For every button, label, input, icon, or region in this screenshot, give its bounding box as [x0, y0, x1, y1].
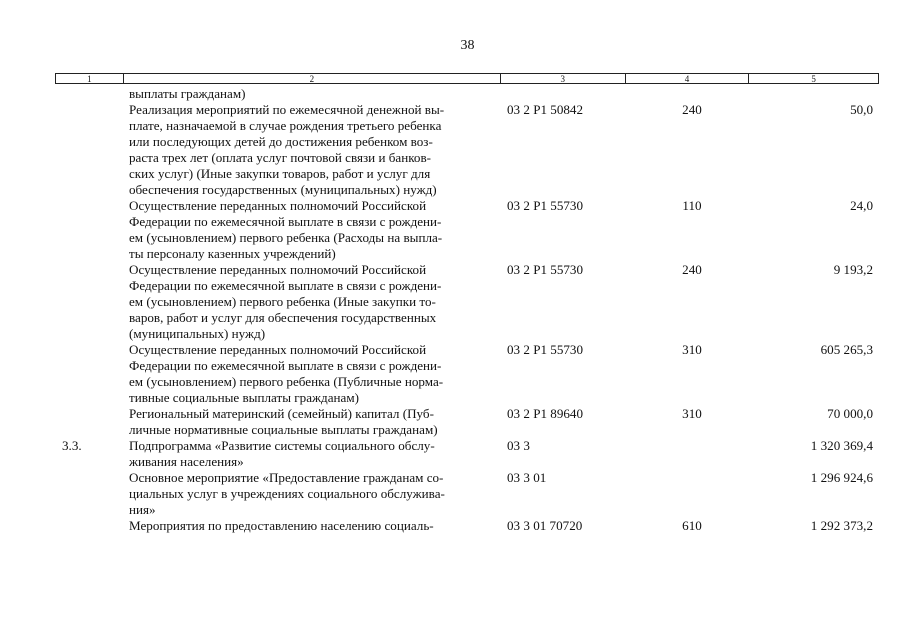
- row-name-line: Региональный материнский (семейный) капитал (Пуб-: [129, 406, 434, 421]
- row-amount: 24,0: [850, 198, 873, 213]
- column-header-3: 3: [500, 74, 625, 83]
- row-name-line: варов, работ и услуг для обеспечения государственных: [129, 310, 437, 325]
- row-expense-type: 240: [682, 262, 702, 277]
- row-number: [55, 86, 122, 102]
- column-header-2: 2: [123, 74, 500, 83]
- row-name-line: Федерации по ежемесячной выплате в связи с рождени-: [129, 278, 442, 293]
- column-header-5: 5: [748, 74, 878, 83]
- row-name-line: Осуществление переданных полномочий Российской: [129, 342, 427, 357]
- table-row: [55, 470, 879, 518]
- row-number: [55, 342, 122, 406]
- row-code: 03 2 P1 50842: [507, 102, 584, 117]
- row-amount: 9 193,2: [833, 262, 873, 277]
- row-name: [122, 262, 500, 342]
- row-name-line: Подпрограмма «Развитие системы социального обслу-: [129, 438, 435, 453]
- row-amount: 1 292 373,2: [810, 518, 873, 533]
- row-expense-type: 110: [682, 198, 702, 213]
- row-name-line: ты персоналу казенных учреждений): [129, 246, 336, 261]
- table-row: [55, 102, 879, 198]
- row-name-line: плате, назначаемой в случае рождения третьего ребенка: [129, 118, 442, 133]
- row-name-line: ем (усыновлением) первого ребенка (Иные закупки то-: [129, 294, 436, 309]
- table-row: [55, 262, 879, 342]
- row-number: [55, 262, 122, 342]
- row-code: 03 2 P1 55730: [507, 342, 584, 357]
- table-row: [55, 518, 879, 534]
- row-name-line: обеспечения государственных (муниципальных) нужд): [129, 182, 437, 197]
- row-number: 3.3.: [62, 438, 82, 453]
- row-expense-type: [625, 86, 749, 102]
- budget-table: [55, 73, 879, 534]
- row-code: 03 3 01 70720: [507, 518, 583, 533]
- table-header: [55, 73, 879, 84]
- row-number: [55, 406, 122, 438]
- row-name: [122, 518, 500, 534]
- row-amount: 70 000,0: [827, 406, 873, 421]
- row-name-line: Осуществление переданных полномочий Российской: [129, 262, 427, 277]
- row-name: [122, 406, 500, 438]
- row-code: 03 3 01: [507, 470, 547, 485]
- row-name-line: живания населения»: [129, 454, 244, 469]
- row-name-line: выплаты гражданам): [129, 86, 246, 101]
- row-amount: [749, 86, 879, 102]
- row-name-line: Основное мероприятие «Предоставление гражданам со-: [129, 470, 444, 485]
- row-number: [55, 470, 122, 518]
- row-name-line: ем (усыновлением) первого ребенка (Публичные норма-: [129, 374, 444, 389]
- table-row: [55, 406, 879, 438]
- row-amount: 1 296 924,6: [810, 470, 873, 485]
- table-row: [55, 342, 879, 406]
- row-code: 03 2 P1 55730: [507, 198, 584, 213]
- row-expense-type: 310: [682, 342, 702, 357]
- row-name-line: ния»: [129, 502, 156, 517]
- row-name-line: Реализация мероприятий по ежемесячной денежной вы-: [129, 102, 445, 117]
- row-expense-type: [625, 470, 749, 518]
- row-name: [122, 102, 500, 198]
- row-name-line: Мероприятия по предоставлению населению социаль-: [129, 518, 434, 533]
- table-row: [55, 438, 879, 470]
- row-name: [122, 438, 500, 470]
- row-number: [55, 518, 122, 534]
- row-amount: 1 320 369,4: [810, 438, 873, 453]
- row-name-line: тивные социальные выплаты гражданам): [129, 390, 359, 405]
- column-header-1: 1: [87, 74, 92, 84]
- row-name-line: личные нормативные социальные выплаты гражданам): [129, 422, 438, 437]
- row-name-line: Федерации по ежемесячной выплате в связи с рождени-: [129, 358, 442, 373]
- row-name: [122, 198, 500, 262]
- row-name-line: или последующих детей до достижения ребенком воз-: [129, 134, 433, 149]
- column-header-4: 4: [625, 74, 749, 83]
- table-row: [55, 198, 879, 262]
- table-row: [55, 86, 879, 102]
- row-amount: 50,0: [850, 102, 873, 117]
- row-expense-type: 610: [682, 518, 702, 533]
- row-name-line: Осуществление переданных полномочий Российской: [129, 198, 427, 213]
- row-code: 03 3: [507, 438, 530, 453]
- page-number: 38: [460, 38, 475, 53]
- table-body: [55, 86, 879, 534]
- row-code: [500, 86, 625, 102]
- row-number: [55, 102, 122, 198]
- row-amount: 605 265,3: [820, 342, 873, 357]
- row-name-line: раста трех лет (оплата услуг почтовой связи и банков-: [129, 150, 431, 165]
- row-name: [122, 470, 500, 518]
- row-name: [122, 86, 500, 102]
- row-name: [122, 342, 500, 406]
- row-name-line: ем (усыновлением) первого ребенка (Расходы на выпла-: [129, 230, 443, 245]
- row-expense-type: [625, 438, 749, 470]
- row-code: 03 2 P1 55730: [507, 262, 584, 277]
- row-name-line: Федерации по ежемесячной выплате в связи с рождени-: [129, 214, 442, 229]
- row-code: 03 2 P1 89640: [507, 406, 584, 421]
- row-name-line: ских услуг) (Иные закупки товаров, работ и услуг для: [129, 166, 431, 181]
- row-number: [55, 198, 122, 262]
- row-name-line: (муниципальных) нужд): [129, 326, 266, 341]
- row-expense-type: 240: [682, 102, 702, 117]
- row-name-line: циальных услуг в учреждениях социального обслужива-: [129, 486, 445, 501]
- row-expense-type: 310: [682, 406, 702, 421]
